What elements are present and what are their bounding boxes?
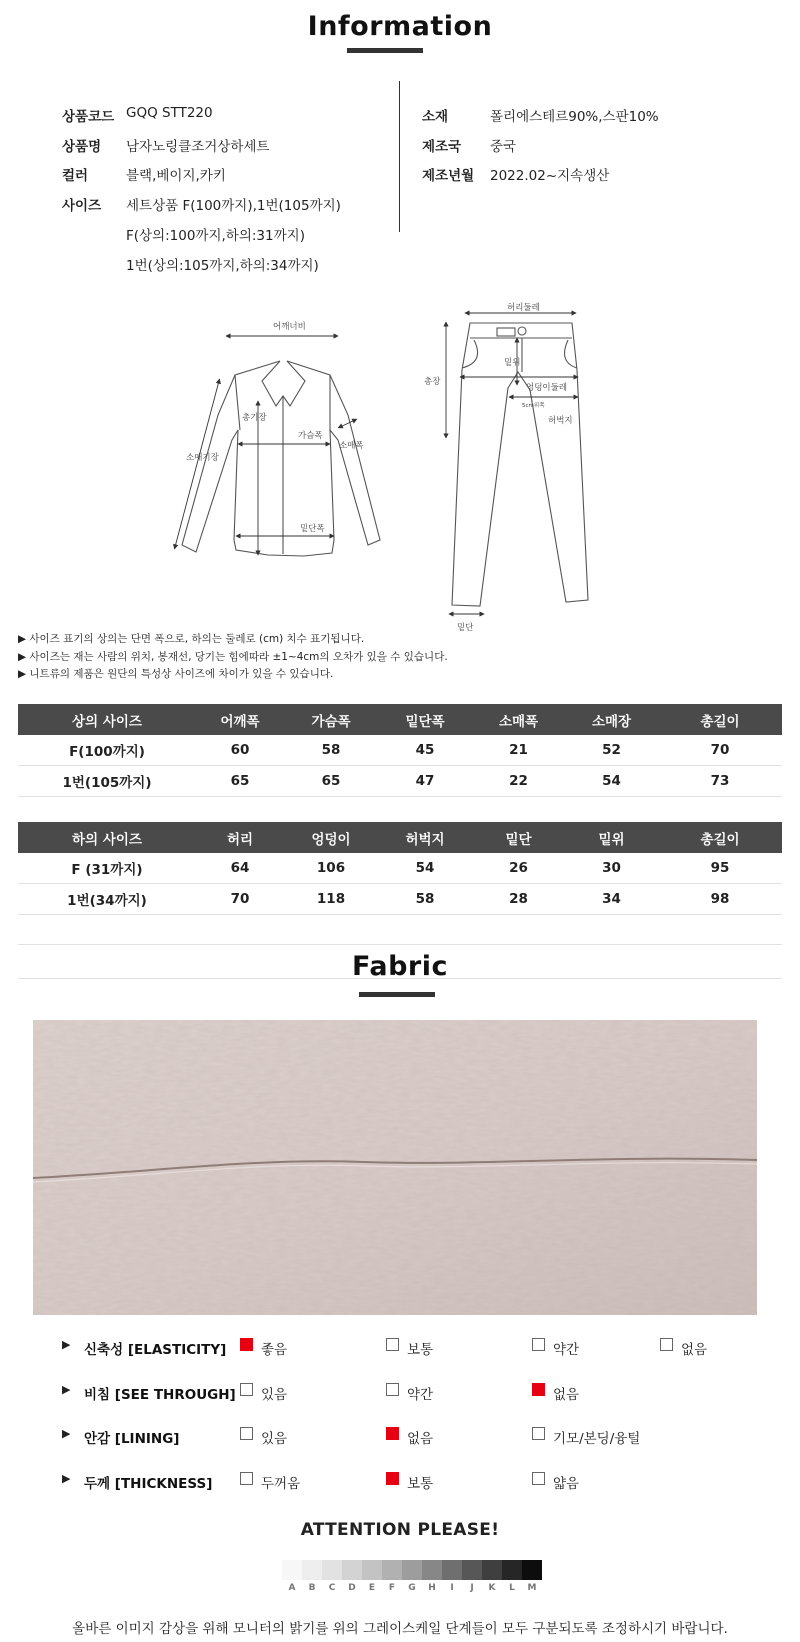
property-label: 비침 [SEE THROUGH] (84, 1386, 236, 1403)
table-header-cell: 가슴폭 (284, 704, 378, 735)
table-cell: 106 (284, 853, 378, 884)
info-key: 제조국 (422, 138, 462, 155)
option-label: 보통 (407, 1342, 434, 1358)
info-value: 2022.02~지속생산 (490, 168, 610, 185)
table-cell: 65 (284, 766, 378, 797)
option-label: 두꺼움 (261, 1476, 301, 1493)
grayscale-swatch (382, 1560, 402, 1580)
label-sleeve-length: 소매기장 (186, 453, 219, 463)
info-key: 제조년월 (422, 168, 475, 185)
option-checkbox[interactable] (532, 1427, 545, 1440)
option-checkbox[interactable] (532, 1338, 545, 1351)
grayscale-swatch (502, 1560, 522, 1580)
grayscale-swatch (422, 1560, 442, 1580)
table-cell: 73 (658, 766, 782, 797)
grayscale-letter: A (288, 1583, 296, 1593)
info-key: 사이즈 (62, 198, 102, 215)
bottom-size-table (18, 822, 782, 915)
table-header-cell: 소매폭 (472, 704, 565, 735)
table-cell: 65 (196, 766, 284, 797)
property-row (0, 1470, 800, 1494)
table-row (18, 766, 782, 797)
table-header-cell: 허벅지 (378, 822, 472, 853)
grayscale-letter: H (428, 1583, 436, 1593)
info-value: GQQ STT220 (126, 105, 213, 121)
information-title-underline (347, 48, 423, 53)
grayscale-letter: B (308, 1583, 316, 1593)
grayscale-letter: M (527, 1583, 537, 1593)
top-size-table (18, 704, 782, 797)
table-cell: 1번(34까지) (18, 884, 196, 915)
table-cell: 58 (378, 884, 472, 915)
fabric-title-underline (359, 992, 435, 997)
property-row (0, 1381, 800, 1405)
label-waist: 허리둘레 (507, 303, 540, 313)
table-cell: 70 (196, 884, 284, 915)
info-value: 폴리에스테르90%,스판10% (490, 109, 659, 125)
label-thigh-small: 5cm위쪽 (522, 403, 545, 409)
option-label: 기모/본딩/융털 (553, 1431, 641, 1448)
table-header-cell: 허리 (196, 822, 284, 853)
table-header-cell: 상의 사이즈 (18, 704, 196, 735)
table-cell: 26 (472, 853, 565, 884)
table-header-cell: 밑위 (565, 822, 658, 853)
attention-title: ATTENTION PLEASE! (300, 1520, 500, 1540)
table-cell: 98 (658, 884, 782, 915)
table-cell: 95 (658, 853, 782, 884)
label-total-length: 총기장 (242, 413, 267, 423)
grayscale-swatch (282, 1560, 302, 1580)
option-label: 약간 (553, 1342, 580, 1358)
info-value: F(상의:100까지,하의:31까지) (126, 227, 305, 244)
grayscale-swatch (462, 1560, 482, 1580)
table-cell: 54 (565, 766, 658, 797)
note-line: ▶ 사이즈 표기의 상의는 단면 폭으로, 하의는 둘레로 (cm) 치수 표기됩니다. (18, 633, 365, 645)
table-cell: F(100까지) (18, 735, 196, 766)
table-row (18, 735, 782, 766)
section-divider (18, 944, 782, 945)
label-pants-length: 총장 (424, 377, 441, 387)
option-checkbox[interactable] (240, 1427, 253, 1440)
table-header-cell: 밑단 (472, 822, 565, 853)
grayscale-letter: C (328, 1583, 336, 1593)
info-value: 1번(상의:105까지,하의:34까지) (126, 257, 319, 274)
option-checkbox[interactable] (532, 1383, 545, 1396)
grayscale-swatch (482, 1560, 502, 1580)
label-pants-hem: 밑단 (457, 623, 474, 633)
size-notes (18, 631, 448, 684)
property-label: 신축성 [ELASTICITY] (84, 1342, 227, 1358)
note-line: ▶ 니트류의 제품은 원단의 특성상 사이즈에 차이가 있을 수 있습니다. (18, 668, 334, 680)
jacket-measures (175, 336, 355, 553)
table-cell: 34 (565, 884, 658, 915)
grayscale-letter: K (488, 1583, 496, 1593)
info-key: 상품명 (62, 138, 102, 155)
table-cell: 54 (378, 853, 472, 884)
table-header-cell: 밑단폭 (378, 704, 472, 735)
option-checkbox[interactable] (240, 1383, 253, 1396)
bullet-arrow-icon: ▶ (62, 1427, 71, 1441)
grayscale-letter: E (368, 1583, 376, 1593)
table-cell: 45 (378, 735, 472, 766)
info-key: 상품코드 (62, 109, 115, 125)
info-key: 컬러 (62, 168, 89, 185)
footer-note: 올바른 이미지 감상을 위해 모니터의 밝기를 위의 그레이스케일 단계들이 모두 구분되도록 조정하시기 바랍니다. (72, 1621, 728, 1637)
table-cell: 118 (284, 884, 378, 915)
table-cell: 60 (196, 735, 284, 766)
table-header-cell: 어깨폭 (196, 704, 284, 735)
grayscale-swatch (342, 1560, 362, 1580)
option-label: 있음 (261, 1386, 288, 1403)
label-rise: 밑위 (504, 358, 521, 368)
grayscale-letter: L (509, 1583, 515, 1593)
info-value: 중국 (490, 138, 517, 155)
grayscale-letter: I (450, 1583, 454, 1593)
option-checkbox[interactable] (660, 1338, 673, 1351)
table-cell: 1번(105까지) (18, 766, 196, 797)
option-label: 없음 (681, 1342, 708, 1358)
option-checkbox[interactable] (386, 1383, 399, 1396)
table-cell: 58 (284, 735, 378, 766)
option-label: 있음 (261, 1431, 288, 1448)
option-checkbox[interactable] (386, 1472, 399, 1485)
label-hem: 밑단폭 (300, 524, 325, 534)
grayscale-swatch (322, 1560, 342, 1580)
fabric-swatch-image (33, 1020, 757, 1315)
grayscale-swatch (402, 1560, 422, 1580)
table-cell: 47 (378, 766, 472, 797)
option-checkbox[interactable] (240, 1338, 253, 1351)
grayscale-swatch (522, 1560, 542, 1580)
info-value: 세트상품 F(100까지),1번(105까지) (126, 198, 341, 215)
option-label: 보통 (407, 1476, 434, 1493)
property-label: 두께 [THICKNESS] (84, 1476, 213, 1493)
table-cell: 64 (196, 853, 284, 884)
fabric-title: Fabric (352, 951, 448, 982)
info-divider (399, 81, 400, 232)
table-cell: 52 (565, 735, 658, 766)
label-chest: 가슴폭 (298, 431, 323, 441)
property-row (0, 1425, 800, 1449)
property-label: 안감 [LINING] (84, 1431, 180, 1448)
bullet-arrow-icon: ▶ (62, 1472, 71, 1486)
grayscale-letter: F (388, 1583, 396, 1593)
label-sleeve-width: 소매폭 (339, 441, 364, 451)
grayscale-letter: D (348, 1583, 356, 1593)
option-checkbox[interactable] (386, 1427, 399, 1440)
table-cell: 70 (658, 735, 782, 766)
option-checkbox[interactable] (386, 1338, 399, 1351)
table-cell: 21 (472, 735, 565, 766)
bullet-arrow-icon: ▶ (62, 1382, 71, 1396)
size-diagram (170, 300, 650, 645)
table-cell: F (31까지) (18, 853, 196, 884)
option-label: 없음 (553, 1386, 580, 1403)
table-cell: 28 (472, 884, 565, 915)
bullet-arrow-icon: ▶ (62, 1338, 71, 1351)
option-label: 약간 (407, 1386, 434, 1403)
information-title: Information (307, 11, 493, 42)
info-key: 소재 (422, 109, 449, 125)
table-row (18, 853, 782, 884)
option-label: 좋음 (261, 1342, 288, 1358)
grayscale-letter: J (470, 1583, 474, 1593)
table-header-cell: 하의 사이즈 (18, 822, 196, 853)
note-line: ▶ 사이즈는 재는 사람의 위치, 봉재선, 당기는 힘에따라 ±1~4cm의 오차가 있을 수 있습니다. (18, 650, 448, 663)
info-value: 블랙,베이지,카키 (126, 168, 226, 185)
grayscale-swatch (362, 1560, 382, 1580)
option-checkbox[interactable] (240, 1472, 253, 1485)
table-row (18, 884, 782, 915)
table-header-cell: 총길이 (658, 704, 782, 735)
info-value: 남자노링클조거상하세트 (126, 138, 270, 155)
label-hip: 엉덩이둘레 (526, 383, 568, 393)
table-header-cell: 총길이 (658, 822, 782, 853)
property-row (0, 1336, 800, 1360)
grayscale-swatch (442, 1560, 462, 1580)
table-cell: 22 (472, 766, 565, 797)
label-thigh: 허벅지 (548, 416, 573, 426)
grayscale-letter: G (408, 1583, 416, 1593)
table-header-cell: 소매장 (565, 704, 658, 735)
table-header-cell: 엉덩이 (284, 822, 378, 853)
option-checkbox[interactable] (532, 1472, 545, 1485)
table-cell: 30 (565, 853, 658, 884)
option-label: 얇음 (553, 1476, 580, 1493)
option-label: 없음 (407, 1431, 434, 1448)
grayscale-swatch (302, 1560, 322, 1580)
label-shoulder: 어깨너비 (273, 322, 306, 332)
